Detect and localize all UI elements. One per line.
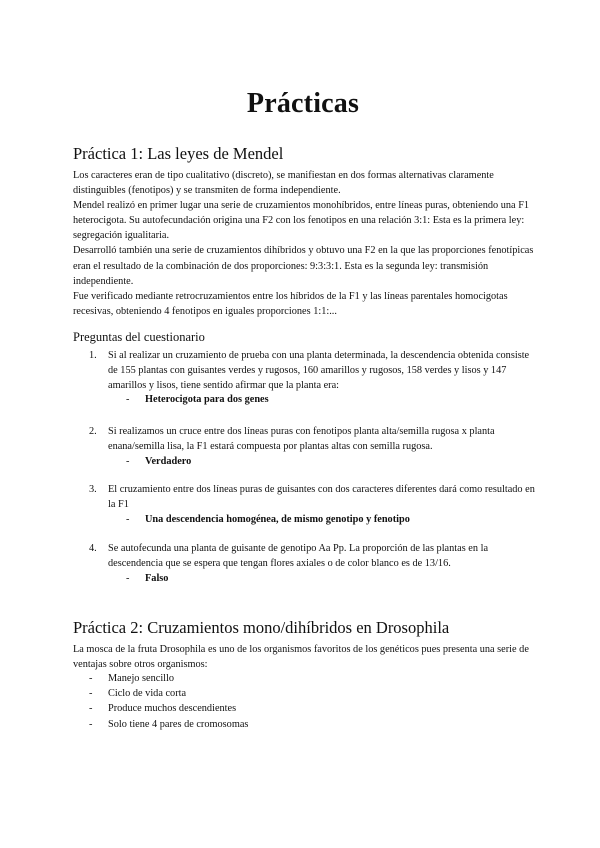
question-answer — [126, 455, 535, 470]
question-text: Si al realizar un cruzamiento de prueba con una planta determinada, la descendencia obtenida consiste de 155 plantas con guisantes verdes y rugosos, 160 amarillos y rugosos, 158 verdes y lisos y 147 amarillos y lisos, tiene sentido afirmar que la planta era: — [108, 350, 530, 391]
list-item — [73, 671, 535, 686]
question-number: 1. — [89, 350, 97, 361]
question-number: 4. — [89, 543, 97, 554]
paragraph: Fue verificado mediante retrocruzamientos entre los híbridos de la F1 y las líneas parentales homocigotas recesivas, obteniendo 4 fenotipos en iguales proporciones 1:1:... — [73, 290, 508, 317]
paragraph: Los caracteres eran de tipo cualitativo (discreto), se manifiestan en dos formas alternativas claramente distinguibles (fenotipos) y se transmiten de forma independiente. — [73, 170, 494, 197]
practica2-intro — [73, 642, 535, 672]
dash-bullet: - — [126, 513, 130, 525]
question-text: Si realizamos un cruce entre dos líneas puras con fenotipos planta alta/semilla rugosa x planta enana/semilla lisa, la F1 estará compuesta por plantas altas con semilla rugosa. — [108, 426, 495, 452]
question-2 — [73, 425, 535, 469]
question-answer — [126, 513, 535, 528]
list-item-text: Produce muchos descendientes — [108, 703, 237, 715]
questions-heading: Preguntas del cuestionario — [73, 330, 205, 344]
question-4 — [73, 542, 535, 586]
question-1 — [73, 349, 535, 408]
question-text: El cruzamiento entre dos líneas puras de guisantes con dos caracteres diferentes dará como resultado en la F1 — [108, 484, 535, 510]
answer-text: Verdadero — [145, 455, 192, 467]
answer-text: Heterocigota para dos genes — [145, 394, 269, 406]
list-item-text: Solo tiene 4 pares de cromosomas — [108, 718, 249, 730]
dash-bullet: - — [126, 394, 130, 406]
practica2-bullet-list — [73, 671, 535, 732]
practica1-heading: Práctica 1: Las leyes de Mendel — [73, 144, 284, 163]
answer-text: Falso — [145, 572, 169, 584]
question-number: 2. — [89, 426, 97, 437]
list-item — [73, 717, 535, 732]
list-item — [73, 686, 535, 701]
dash-bullet: - — [126, 455, 130, 467]
paragraph: Desarrolló también una serie de cruzamientos dihíbridos y obtuvo una F2 en la que las proporciones fenotípicas eran el resultado de la combinación de dos proporciones: 9:3:3:1. Esta es la segunda ley: transmisión independiente. — [73, 245, 534, 287]
page-title: Prácticas — [246, 88, 360, 119]
paragraph: La mosca de la fruta Drosophila es uno de los organismos favoritos de los genéticos pues presenta una serie de ventajas sobre otros organismos: — [73, 644, 529, 671]
dash-bullet: - — [89, 703, 93, 715]
question-text: Se autofecunda una planta de guisante de genotipo Aa Pp. La proporción de las plantas en la descendencia que se espera que tengan flores axiales o de color blanco es de 13/16. — [108, 543, 489, 569]
list-item — [73, 701, 535, 716]
answer-text: Una descendencia homogénea, de mismo genotipo y fenotipo — [145, 513, 410, 525]
practica1-intro — [73, 168, 535, 319]
dash-bullet: - — [89, 688, 93, 700]
dash-bullet: - — [89, 718, 93, 730]
list-item-text: Ciclo de vida corta — [108, 688, 187, 700]
question-3 — [73, 483, 535, 527]
question-number: 3. — [89, 484, 97, 495]
practica2-heading: Práctica 2: Cruzamientos mono/dihíbridos en Drosophila — [73, 618, 450, 637]
dash-bullet: - — [89, 673, 93, 684]
dash-bullet: - — [126, 572, 130, 584]
list-item-text: Manejo sencillo — [108, 673, 175, 684]
paragraph: Mendel realizó en primer lugar una serie de cruzamientos monohíbridos, entre líneas puras, obteniendo una F1 heterocigota. Su autofecundación origina una F2 con los fenotipos en una relación 3:1: Esta es la primera ley: segregación igualitaria. — [73, 200, 530, 242]
question-answer — [126, 572, 535, 587]
question-answer — [126, 393, 535, 408]
